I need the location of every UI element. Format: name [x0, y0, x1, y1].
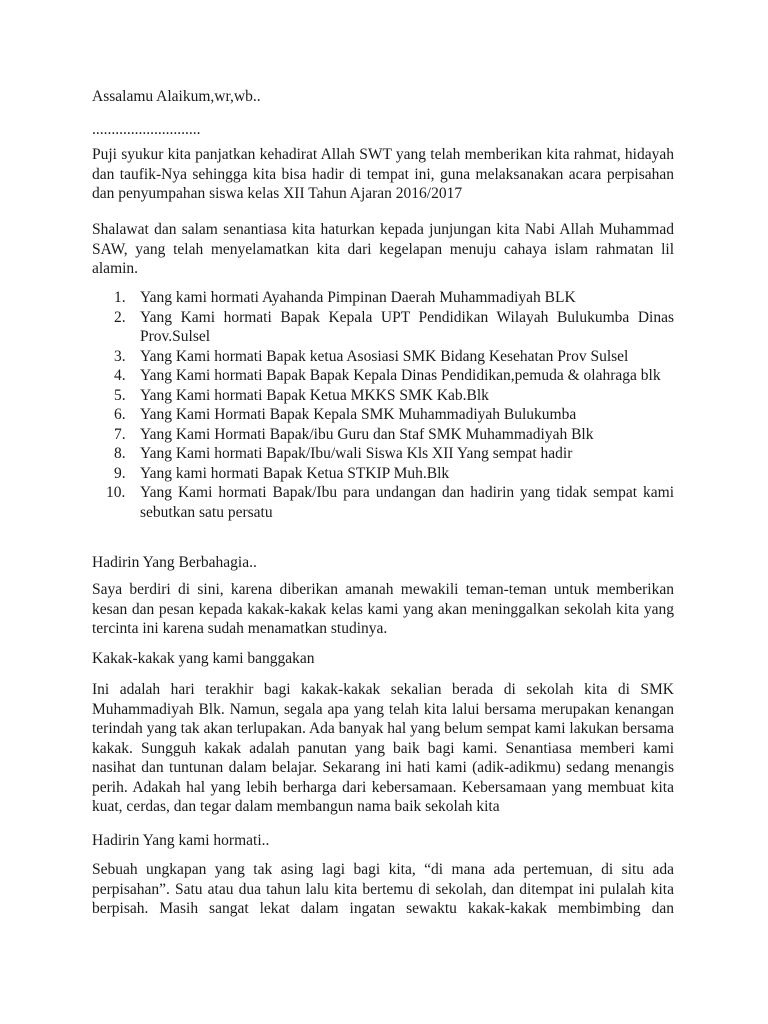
list-text: Yang Kami hormati Bapak Kepala UPT Pendidikan Wilayah Bulukumba Dinas Prov.Sulsel: [140, 308, 674, 345]
paragraph-shalawat: Shalawat dan salam senantiasa kita haturkan kepada junjungan kita Nabi Allah Muhammad SAW, yang telah menyelamatkan kita dari kegelapan menuju cahaya islam rahmatan lil alamin.: [92, 221, 674, 277]
list-text: Yang Kami Hormati Bapak/ibu Guru dan Staf SMK Muhammadiyah Blk: [140, 425, 594, 443]
list-text: Yang Kami hormati Bapak/Ibu/wali Siswa Kls XII Yang sempat hadir: [140, 445, 573, 462]
list-text: Yang kami hormati Bapak Ketua STKIP Muh.Blk: [140, 464, 450, 482]
list-item: [92, 386, 674, 406]
list-number: 8.: [114, 445, 126, 462]
list-item: [92, 483, 674, 522]
paragraph-puji-syukur: Puji syukur kita panjatkan kehadirat Allah SWT yang telah memberikan kita rahmat, hidayah dan taufik-Nya sehingga kita bisa hadir di tempat ini, guna melaksanakan acara perpisahan dan penyumpahan siswa kelas XII Tahun Ajaran 2016/2017: [92, 146, 674, 202]
list-number: 3.: [114, 347, 126, 365]
list-item: [92, 347, 674, 367]
list-text: Yang kami hormati Ayahanda Pimpinan Daerah Muhammadiyah BLK: [140, 289, 576, 306]
list-number: 6.: [114, 406, 126, 423]
list-number: 1.: [114, 289, 126, 306]
list-item: [92, 366, 674, 386]
list-item: [92, 288, 674, 308]
ellipsis-placeholder: ............................: [92, 121, 201, 138]
paragraph-saya-berdiri: Saya berdiri di sini, karena diberikan amanah mewakili teman-teman untuk memberikan kesan dan pesan kepada kakak-kakak kelas kami yang akan meninggalkan sekolah kita yang tercinta ini karena sudah menamatkan studinya.: [92, 581, 674, 637]
paragraph-sebuah-ungkapan: Sebuah ungkapan yang tak asing lagi bagi kita, “di mana ada pertemuan, di situ ada perpisahan”. Satu atau dua tahun lalu kita bertemu di sekolah, dan ditempat ini pulalah kita berpisah. Masih sangat lekat dalam ingatan sewaktu kakak-kakak membimbing dan: [92, 861, 674, 917]
list-text: Yang Kami hormati Bapak/Ibu para undangan dan hadirin yang tidak sempat kami sebutkan satu persatu: [140, 484, 674, 521]
list-number: 2.: [114, 308, 126, 326]
greeting: Assalamu Alaikum,wr,wb..: [92, 88, 261, 105]
list-number: 4.: [114, 367, 126, 384]
list-text: Yang Kami hormati Bapak Bapak Kepala Dinas Pendidikan,pemuda & olahraga blk: [140, 367, 661, 384]
list-number: 10.: [106, 484, 126, 501]
list-number: 7.: [114, 425, 126, 443]
heading-kakak-kakak: Kakak-kakak yang kami banggakan: [92, 650, 315, 667]
paragraph-hari-terakhir: Ini adalah hari terakhir bagi kakak-kakak sekalian berada di sekolah kita di SMK Muhammadiyah Blk. Namun, segala apa yang telah kita lalui bersama merupakan kenangan terindah yang tak akan terlupakan. Ada banyak hal yang belum sempat kami lakukan bersama kakak. Sungguh kakak adalah panutan yang baik bagi kami. Senantiasa memberi kami nasihat dan tuntunan dalam belajar. Sekarang ini hati kami (adik-adikmu) sedang menangis perih. Adakah hal yang lebih berharga dari kebersamaan. Kebersamaan yang membuat kita kuat, cerdas, dan tegar dalam membangun nama baik sekolah kita: [92, 681, 674, 815]
list-item: [92, 308, 674, 347]
greetings-list: [92, 288, 674, 522]
list-item: [92, 405, 674, 425]
list-text: Yang Kami hormati Bapak ketua Asosiasi SMK Bidang Kesehatan Prov Sulsel: [140, 347, 629, 365]
list-number: 5.: [114, 386, 126, 404]
heading-hadirin-hormati: Hadirin Yang kami hormati..: [92, 832, 270, 849]
heading-hadirin-berbahagia: Hadirin Yang Berbahagia..: [92, 554, 257, 571]
list-item: [92, 464, 674, 484]
list-number: 9.: [114, 464, 126, 482]
list-text: Yang Kami hormati Bapak Ketua MKKS SMK Kab.Blk: [140, 386, 489, 404]
list-item: [92, 425, 674, 445]
list-item: [92, 444, 674, 464]
list-text: Yang Kami Hormati Bapak Kepala SMK Muhammadiyah Bulukumba: [140, 406, 577, 423]
